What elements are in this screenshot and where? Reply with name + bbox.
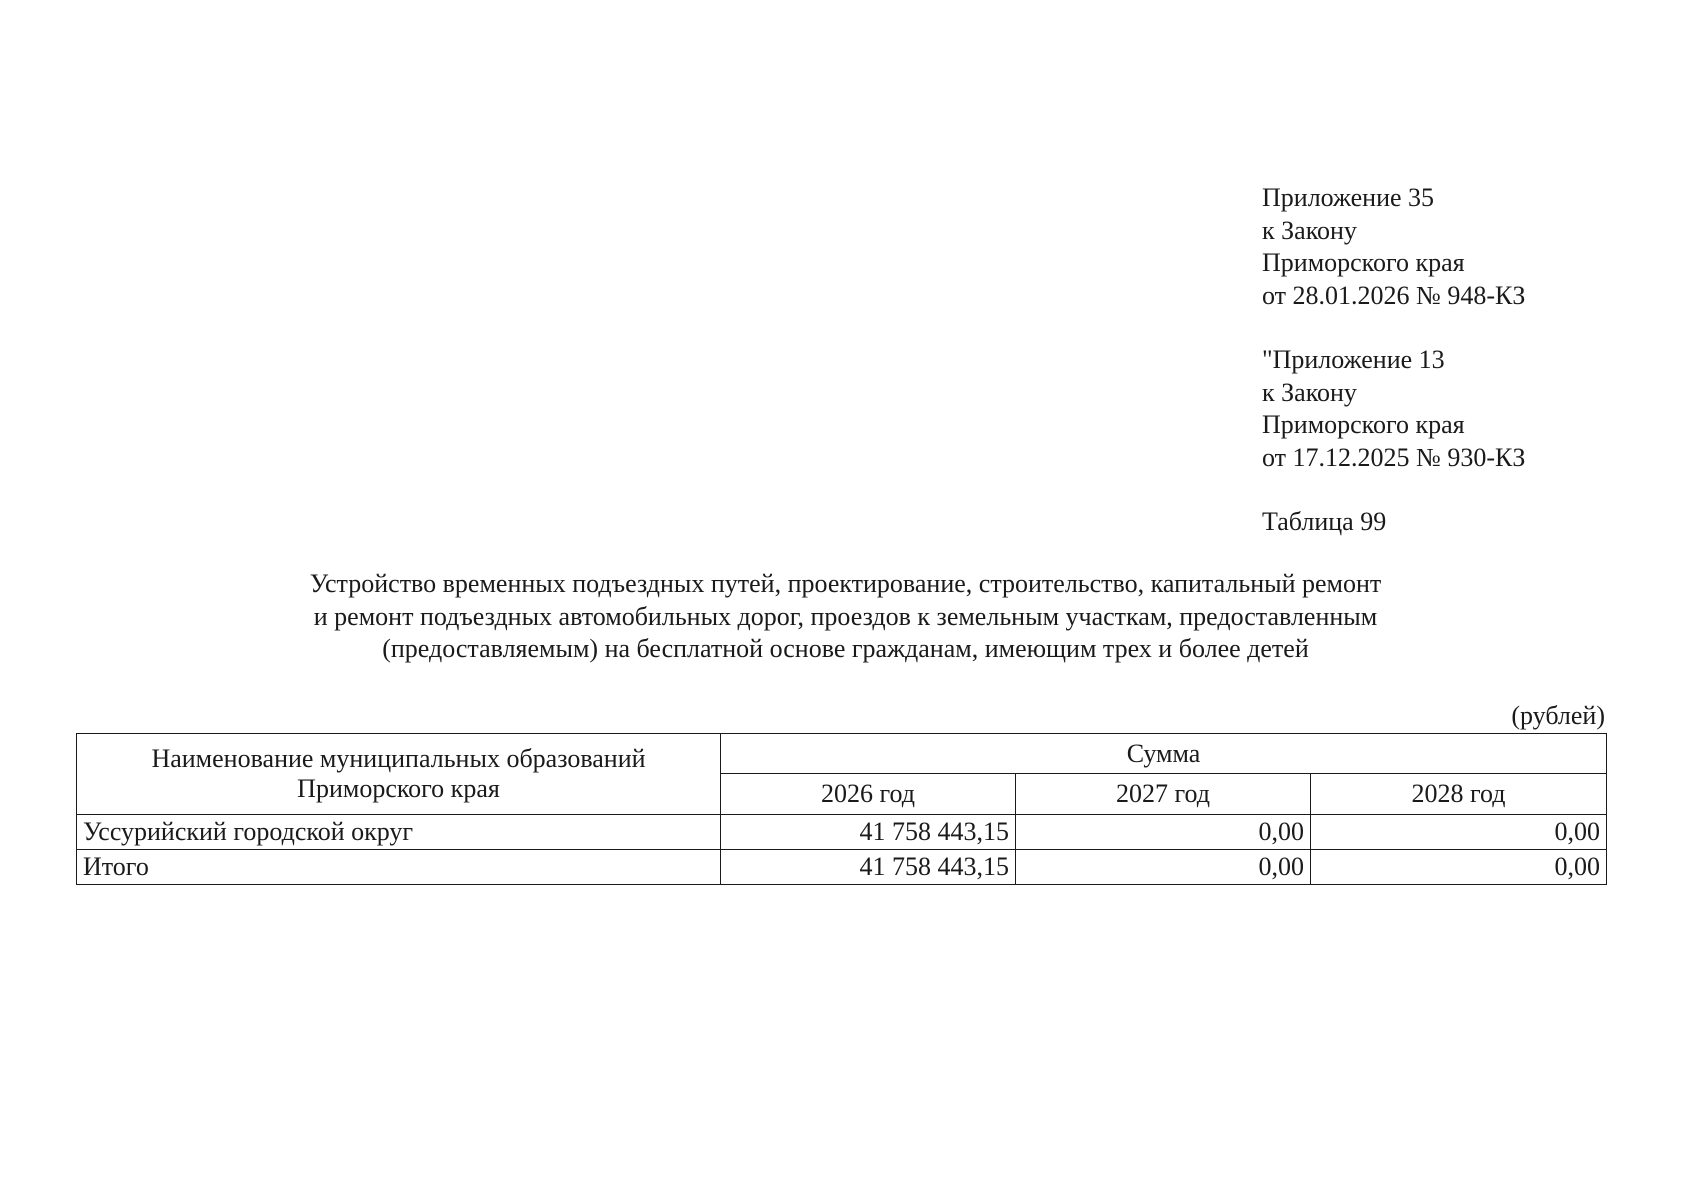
appendix-header <box>1262 182 1525 539</box>
year-2027-header: 2027 год <box>1016 774 1311 815</box>
total-row <box>77 850 1607 885</box>
title-line-3: (предоставляемым) на бесплатной основе гражданам, имеющим трех и более детей <box>382 634 1309 663</box>
total-2026: 41 758 443,15 <box>721 850 1016 885</box>
table-row <box>77 815 1607 850</box>
table-label: Таблица 99 <box>1262 507 1387 536</box>
appendix-law-date: от 28.01.2026 № 948-КЗ <box>1262 280 1526 310</box>
budget-table <box>76 733 1607 885</box>
sum-column-header: Сумма <box>721 734 1607 774</box>
municipality-name: Уссурийский городской округ <box>77 815 721 850</box>
appendix-number: Приложение 35 <box>1262 183 1435 212</box>
amount-2028: 0,00 <box>1311 815 1607 850</box>
year-2028-header: 2028 год <box>1311 774 1607 815</box>
original-appendix-region: Приморского края <box>1262 410 1465 439</box>
total-label: Итого <box>77 850 721 885</box>
title-line-1: Устройство временных подъездных путей, проектирование, строительство, капитальный ремонт <box>309 569 1382 598</box>
document-title <box>150 568 1541 666</box>
original-appendix-law-date: от 17.12.2025 № 930-КЗ <box>1262 442 1526 472</box>
original-appendix-law-ref: к Закону <box>1262 377 1357 407</box>
total-2027: 0,00 <box>1016 850 1311 885</box>
total-2028: 0,00 <box>1311 850 1607 885</box>
amount-2027: 0,00 <box>1016 815 1311 850</box>
appendix-law-ref: к Закону <box>1262 215 1357 245</box>
original-appendix-number: "Приложение 13 <box>1262 345 1445 374</box>
title-line-2: и ремонт подъездных автомобильных дорог, проездов к земельным участкам, предоставленным <box>313 601 1378 631</box>
municipality-column-header: Наименование муниципальных образований Приморского края <box>77 734 721 815</box>
amount-2026: 41 758 443,15 <box>721 815 1016 850</box>
year-2026-header: 2026 год <box>721 774 1016 815</box>
appendix-region: Приморского края <box>1262 248 1465 277</box>
currency-unit: (рублей) <box>1511 701 1605 730</box>
